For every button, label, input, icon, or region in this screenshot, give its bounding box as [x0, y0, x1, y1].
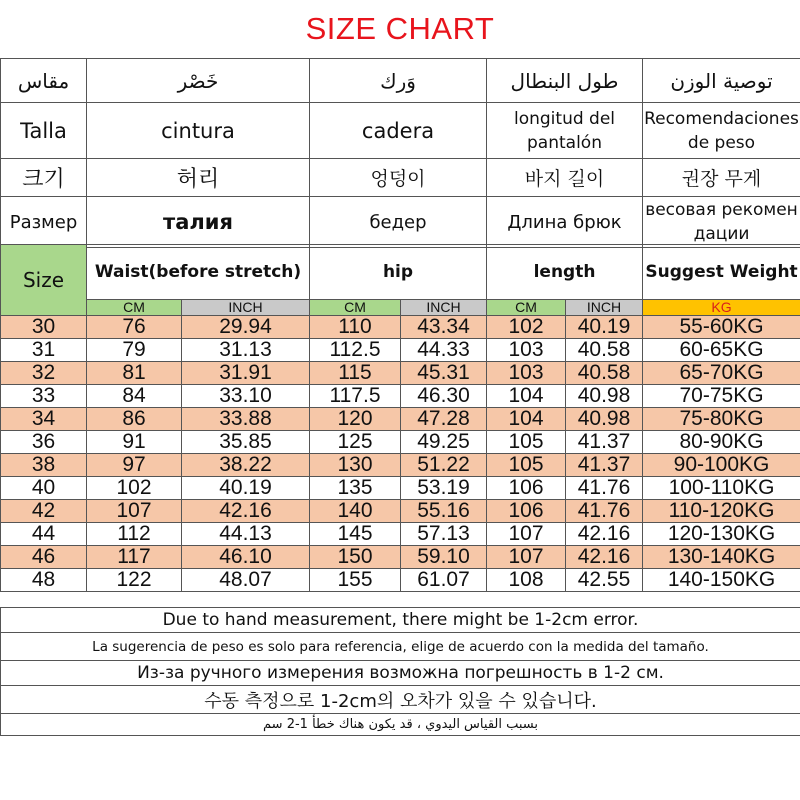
- cell-length-inch: 41.37: [566, 431, 643, 454]
- cell-length-inch: 42.55: [566, 569, 643, 592]
- unit-inch: INCH: [566, 300, 643, 316]
- page-title: SIZE CHART: [305, 11, 495, 46]
- cell-hip-inch: 45.31: [401, 362, 487, 385]
- lang-cell: توصية الوزن: [643, 59, 800, 103]
- note-spanish: La sugerencia de peso es solo para referencia, elige de acuerdo con la medida del tamaño.: [1, 633, 800, 661]
- cell-hip-inch: 46.30: [401, 385, 487, 408]
- cell-hip-cm: 112.5: [310, 339, 401, 362]
- unit-inch: INCH: [401, 300, 487, 316]
- cell-waist-inch: 29.94: [182, 316, 310, 339]
- cell-weight: 130-140KG: [643, 546, 800, 569]
- cell-hip-cm: 125: [310, 431, 401, 454]
- cell-waist-inch: 31.91: [182, 362, 310, 385]
- cell-weight: 75-80KG: [643, 408, 800, 431]
- cell-hip-cm: 150: [310, 546, 401, 569]
- cell-length-inch: 42.16: [566, 523, 643, 546]
- cell-waist-cm: 81: [87, 362, 182, 385]
- language-row-spanish: [1, 103, 800, 159]
- cell-hip-cm: 120: [310, 408, 401, 431]
- cell-hip-inch: 44.33: [401, 339, 487, 362]
- cell-hip-cm: 135: [310, 477, 401, 500]
- table-row: [1, 454, 800, 477]
- table-row: [1, 385, 800, 408]
- cell-weight: 110-120KG: [643, 500, 800, 523]
- cell-hip-inch: 55.16: [401, 500, 487, 523]
- note-russian: Из-за ручного измерения возможна погрешность в 1-2 см.: [1, 661, 800, 686]
- lang-cell: Talla: [1, 103, 87, 159]
- cell-length-cm: 103: [487, 339, 566, 362]
- cell-size: 30: [1, 316, 87, 339]
- unit-inch: INCH: [182, 300, 310, 316]
- lang-cell: 허리: [87, 159, 310, 197]
- unit-cm: CM: [310, 300, 401, 316]
- unit-row: [1, 300, 800, 316]
- table-row: [1, 362, 800, 385]
- table-row: [1, 546, 800, 569]
- table-row: [1, 339, 800, 362]
- cell-length-cm: 105: [487, 454, 566, 477]
- cell-waist-cm: 107: [87, 500, 182, 523]
- note-korean: 수동 측정으로 1-2cm의 오차가 있을 수 있습니다.: [1, 686, 800, 714]
- cell-waist-cm: 117: [87, 546, 182, 569]
- cell-size: 31: [1, 339, 87, 362]
- cell-hip-inch: 53.19: [401, 477, 487, 500]
- cell-waist-cm: 84: [87, 385, 182, 408]
- cell-weight: 55-60KG: [643, 316, 800, 339]
- cell-length-cm: 107: [487, 546, 566, 569]
- cell-hip-inch: 57.13: [401, 523, 487, 546]
- cell-length-inch: 40.58: [566, 362, 643, 385]
- lang-cell: خَصْر: [87, 59, 310, 103]
- lang-cell: Размер: [1, 197, 87, 248]
- cell-size: 33: [1, 385, 87, 408]
- table-row: [1, 500, 800, 523]
- table-row: [1, 316, 800, 339]
- lang-cell: 엉덩이: [310, 159, 487, 197]
- lang-cell: cadera: [310, 103, 487, 159]
- note-english: Due to hand measurement, there might be 1-2cm error.: [1, 608, 800, 633]
- cell-hip-cm: 155: [310, 569, 401, 592]
- table-row: [1, 569, 800, 592]
- cell-weight: 70-75KG: [643, 385, 800, 408]
- cell-hip-cm: 110: [310, 316, 401, 339]
- cell-hip-inch: 49.25: [401, 431, 487, 454]
- cell-size: 36: [1, 431, 87, 454]
- cell-hip-cm: 130: [310, 454, 401, 477]
- lang-cell: талия: [87, 197, 310, 248]
- cell-length-inch: 42.16: [566, 546, 643, 569]
- notes-table: [0, 607, 800, 736]
- lang-cell: Длина брюк: [487, 197, 643, 248]
- lang-cell: longitud del pantalón: [487, 103, 643, 159]
- cell-length-cm: 103: [487, 362, 566, 385]
- cell-hip-inch: 47.28: [401, 408, 487, 431]
- size-table: [0, 244, 800, 592]
- lang-cell: весовая рекомендации: [643, 197, 800, 248]
- header-length: length: [487, 245, 643, 300]
- cell-waist-inch: 33.10: [182, 385, 310, 408]
- cell-waist-inch: 35.85: [182, 431, 310, 454]
- cell-waist-cm: 122: [87, 569, 182, 592]
- cell-waist-inch: 38.22: [182, 454, 310, 477]
- cell-size: 32: [1, 362, 87, 385]
- cell-size: 40: [1, 477, 87, 500]
- cell-length-inch: 40.58: [566, 339, 643, 362]
- cell-length-cm: 105: [487, 431, 566, 454]
- cell-waist-inch: 31.13: [182, 339, 310, 362]
- cell-hip-cm: 115: [310, 362, 401, 385]
- language-row-russian: [1, 197, 800, 248]
- table-row: [1, 431, 800, 454]
- lang-cell: cintura: [87, 103, 310, 159]
- cell-length-cm: 106: [487, 500, 566, 523]
- table-row: [1, 477, 800, 500]
- cell-hip-cm: 117.5: [310, 385, 401, 408]
- cell-length-inch: 41.76: [566, 500, 643, 523]
- cell-length-cm: 104: [487, 408, 566, 431]
- unit-cm: CM: [487, 300, 566, 316]
- cell-length-cm: 106: [487, 477, 566, 500]
- unit-cm: CM: [87, 300, 182, 316]
- size-header-row: [1, 245, 800, 300]
- cell-size: 38: [1, 454, 87, 477]
- cell-weight: 100-110KG: [643, 477, 800, 500]
- language-row-arabic: [1, 59, 800, 103]
- cell-waist-cm: 97: [87, 454, 182, 477]
- header-hip: hip: [310, 245, 487, 300]
- cell-length-inch: 40.19: [566, 316, 643, 339]
- cell-hip-inch: 61.07: [401, 569, 487, 592]
- unit-kg: KG: [643, 300, 800, 316]
- cell-length-inch: 41.76: [566, 477, 643, 500]
- table-row: [1, 523, 800, 546]
- lang-cell: бедер: [310, 197, 487, 248]
- cell-waist-cm: 76: [87, 316, 182, 339]
- cell-waist-inch: 33.88: [182, 408, 310, 431]
- language-table: [0, 58, 800, 248]
- cell-weight: 120-130KG: [643, 523, 800, 546]
- cell-hip-inch: 51.22: [401, 454, 487, 477]
- cell-length-cm: 104: [487, 385, 566, 408]
- cell-waist-inch: 40.19: [182, 477, 310, 500]
- cell-length-cm: 108: [487, 569, 566, 592]
- cell-weight: 60-65KG: [643, 339, 800, 362]
- cell-length-inch: 40.98: [566, 385, 643, 408]
- cell-waist-inch: 48.07: [182, 569, 310, 592]
- cell-size: 42: [1, 500, 87, 523]
- lang-cell: 권장 무게: [643, 159, 800, 197]
- cell-waist-cm: 102: [87, 477, 182, 500]
- cell-size: 34: [1, 408, 87, 431]
- lang-cell: 바지 길이: [487, 159, 643, 197]
- cell-waist-inch: 46.10: [182, 546, 310, 569]
- cell-waist-inch: 42.16: [182, 500, 310, 523]
- lang-cell: 크기: [1, 159, 87, 197]
- cell-hip-cm: 145: [310, 523, 401, 546]
- cell-weight: 65-70KG: [643, 362, 800, 385]
- cell-waist-cm: 112: [87, 523, 182, 546]
- table-row: [1, 408, 800, 431]
- cell-waist-cm: 91: [87, 431, 182, 454]
- cell-weight: 90-100KG: [643, 454, 800, 477]
- lang-cell: Recomendaciones de peso: [643, 103, 800, 159]
- cell-hip-cm: 140: [310, 500, 401, 523]
- cell-size: 44: [1, 523, 87, 546]
- cell-weight: 80-90KG: [643, 431, 800, 454]
- cell-length-cm: 107: [487, 523, 566, 546]
- cell-length-cm: 102: [487, 316, 566, 339]
- header-weight: Suggest Weight: [643, 245, 800, 300]
- note-arabic: بسبب القياس اليدوي ، قد يكون هناك خطأ 1-2 سم: [1, 714, 800, 736]
- cell-size: 46: [1, 546, 87, 569]
- cell-length-inch: 41.37: [566, 454, 643, 477]
- cell-waist-inch: 44.13: [182, 523, 310, 546]
- cell-waist-cm: 86: [87, 408, 182, 431]
- cell-waist-cm: 79: [87, 339, 182, 362]
- cell-hip-inch: 43.34: [401, 316, 487, 339]
- cell-hip-inch: 59.10: [401, 546, 487, 569]
- header-size: Size: [1, 245, 87, 316]
- lang-cell: طول البنطال: [487, 59, 643, 103]
- lang-cell: وَرك: [310, 59, 487, 103]
- cell-length-inch: 40.98: [566, 408, 643, 431]
- cell-size: 48: [1, 569, 87, 592]
- cell-weight: 140-150KG: [643, 569, 800, 592]
- header-waist: Waist(before stretch): [87, 245, 310, 300]
- language-row-korean: [1, 159, 800, 197]
- lang-cell: مقاس: [1, 59, 87, 103]
